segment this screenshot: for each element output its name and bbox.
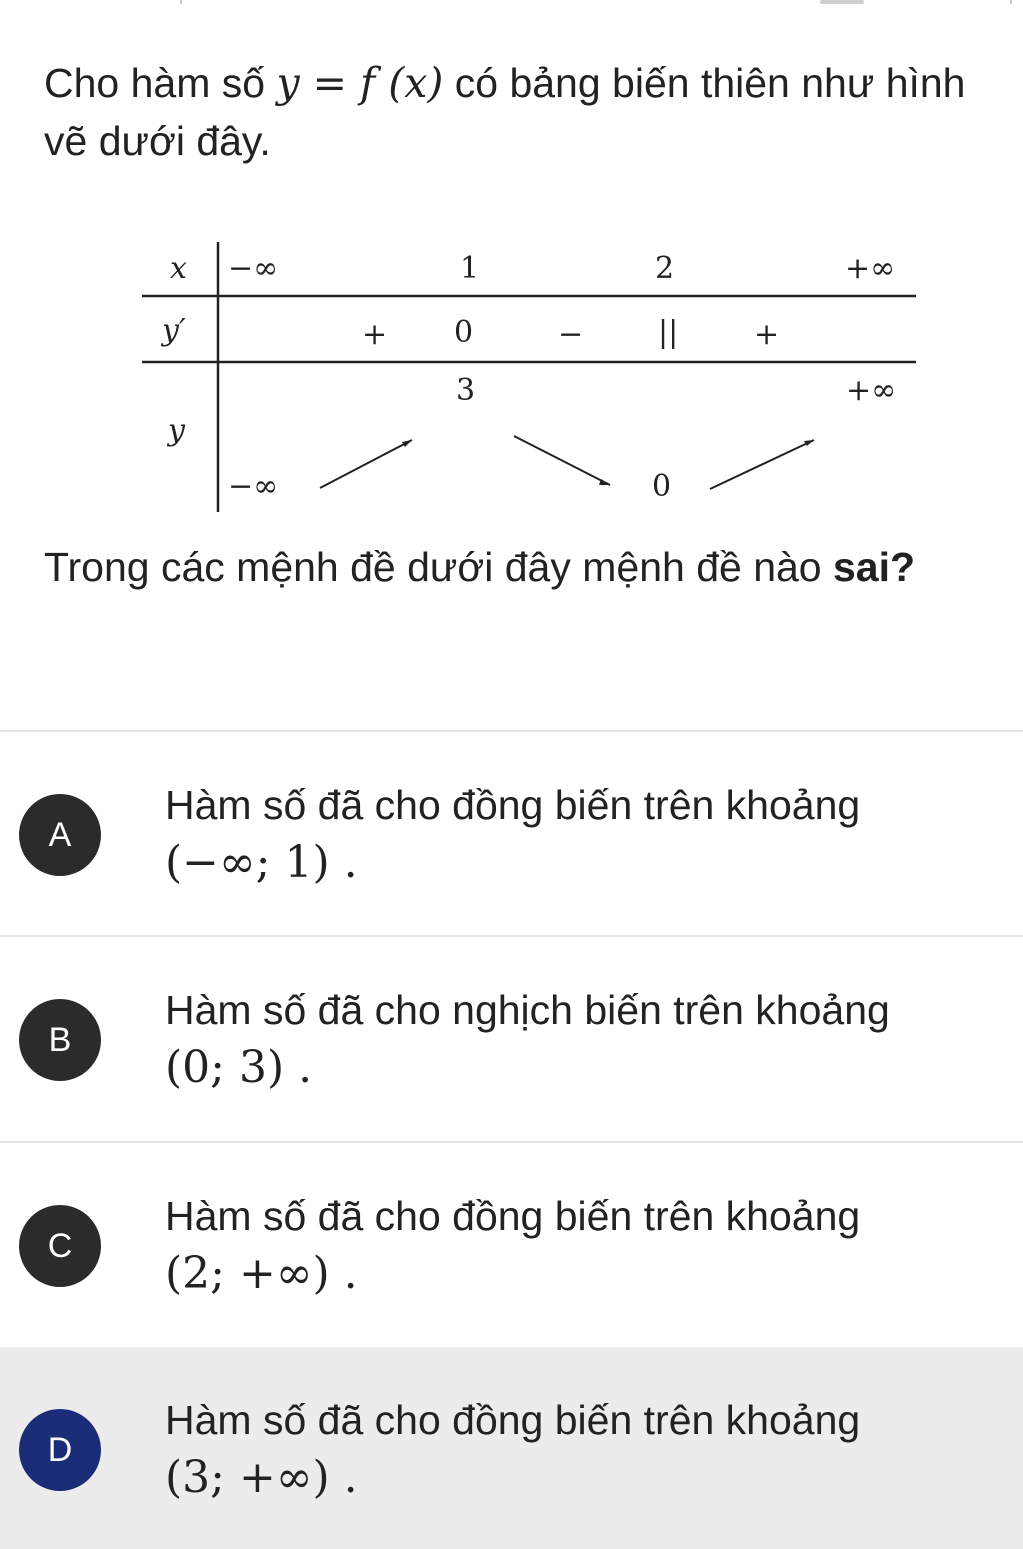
option-c[interactable] [0, 1143, 1023, 1348]
option-b-interval: (0; 3) . [165, 1042, 313, 1093]
top-handle [820, 0, 864, 4]
question-prefix: Cho hàm số [44, 60, 277, 106]
option-a-text: Hàm số đã cho đồng biến trên khoảng [165, 782, 861, 828]
sign-double-bar: || [658, 315, 679, 350]
sign-plus: + [362, 317, 388, 352]
x-value-pos-inf: +∞ [845, 251, 896, 286]
y-label: y [168, 413, 185, 448]
variation-table [140, 236, 920, 516]
option-d[interactable] [0, 1347, 1023, 1549]
option-b[interactable] [0, 937, 1023, 1142]
x-value-2: 2 [655, 251, 675, 286]
top-tick [1010, 0, 1012, 4]
option-d-interval: (3; +∞) . [165, 1452, 358, 1503]
y-value-pos-inf: +∞ [846, 373, 897, 408]
sign-minus: − [558, 317, 584, 352]
option-c-text: Hàm số đã cho đồng biến trên khoảng [165, 1193, 861, 1239]
question-suffix: có bảng biến thiên như hình vẽ dưới đây. [44, 60, 966, 164]
yprime-label: y′ [162, 313, 186, 348]
option-a[interactable] [0, 732, 1023, 937]
option-badge-d: D [19, 1409, 101, 1491]
top-tick [180, 0, 182, 4]
y-value-max: 3 [456, 373, 476, 408]
sign-zero: 0 [454, 315, 474, 350]
option-b-text: Hàm số đã cho nghịch biến trên khoảng [165, 987, 890, 1033]
option-badge-b: B [19, 999, 101, 1081]
option-a-interval: (−∞; 1) . [165, 837, 358, 888]
prompt-text: Trong các mệnh đề dưới đây mệnh đề nào [44, 544, 833, 590]
question-prompt [44, 538, 994, 596]
x-label: x [170, 251, 187, 286]
x-value-neg-inf: −∞ [228, 251, 279, 286]
y-value-min: 0 [652, 469, 672, 504]
option-badge-a: A [19, 794, 101, 876]
status-top-line [0, 0, 1023, 6]
x-value-1: 1 [460, 251, 480, 286]
question-text [44, 54, 994, 170]
function-math: y = f (x) [276, 59, 444, 107]
sign-plus: + [754, 317, 780, 352]
option-d-text: Hàm số đã cho đồng biến trên khoảng [165, 1397, 861, 1443]
prompt-emphasis: sai? [833, 544, 916, 590]
y-value-neg-inf: −∞ [228, 469, 279, 504]
option-c-interval: (2; +∞) . [165, 1248, 358, 1299]
option-badge-c: C [19, 1205, 101, 1287]
